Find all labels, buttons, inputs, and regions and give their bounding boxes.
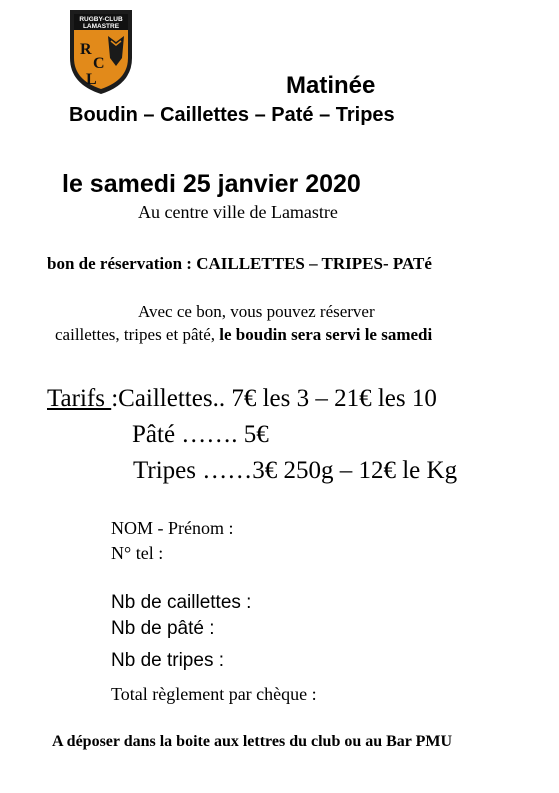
reservation-info-plain: caillettes, tripes et pâté, [55, 325, 220, 344]
reservation-info-bold: le boudin sera servi le samedi [219, 325, 433, 344]
tarif-pate: Pâté ……. 5€ [132, 421, 269, 448]
page-subtitle: Boudin – Caillettes – Paté – Tripes [69, 104, 395, 126]
logo-club-name-line1: RUGBY-CLUB [79, 16, 123, 23]
event-location: Au centre ville de Lamastre [138, 202, 338, 222]
tarif-tripes: Tripes ……3€ 250g – 12€ le Kg [133, 457, 458, 484]
page-title: Matinée [286, 72, 376, 99]
form-nom-prenom: NOM - Prénom : [111, 518, 234, 538]
logo-letter-l: L [86, 71, 97, 88]
reservation-heading: bon de réservation : CAILLETTES – TRIPES- PATé [47, 254, 432, 273]
logo-letter-r: R [80, 41, 92, 58]
club-logo [68, 8, 134, 96]
form-total-reglement: Total règlement par chèque : [111, 684, 317, 704]
form-nb-caillettes: Nb de caillettes : [111, 592, 252, 613]
form-telephone: N° tel : [111, 543, 164, 563]
form-nb-tripes: Nb de tripes : [111, 650, 224, 671]
tarif-caillettes [47, 385, 437, 413]
event-date: le samedi 25 janvier 2020 [62, 170, 361, 198]
logo-letter-c: C [93, 55, 105, 72]
club-crest-icon [68, 8, 134, 96]
reservation-info-line1: Avec ce bon, vous pouvez réserver [138, 302, 375, 321]
form-nb-pate: Nb de pâté : [111, 618, 215, 639]
footer-instructions: A déposer dans la boite aux lettres du club ou au Bar PMU [52, 733, 453, 750]
reservation-info-line2 [55, 325, 432, 345]
logo-club-name-line2: LAMASTRE [82, 23, 120, 30]
tarif-caillettes-text: :Caillettes.. 7€ les 3 – 21€ les 10 [111, 385, 437, 412]
tarif-label: Tarifs [47, 385, 112, 412]
